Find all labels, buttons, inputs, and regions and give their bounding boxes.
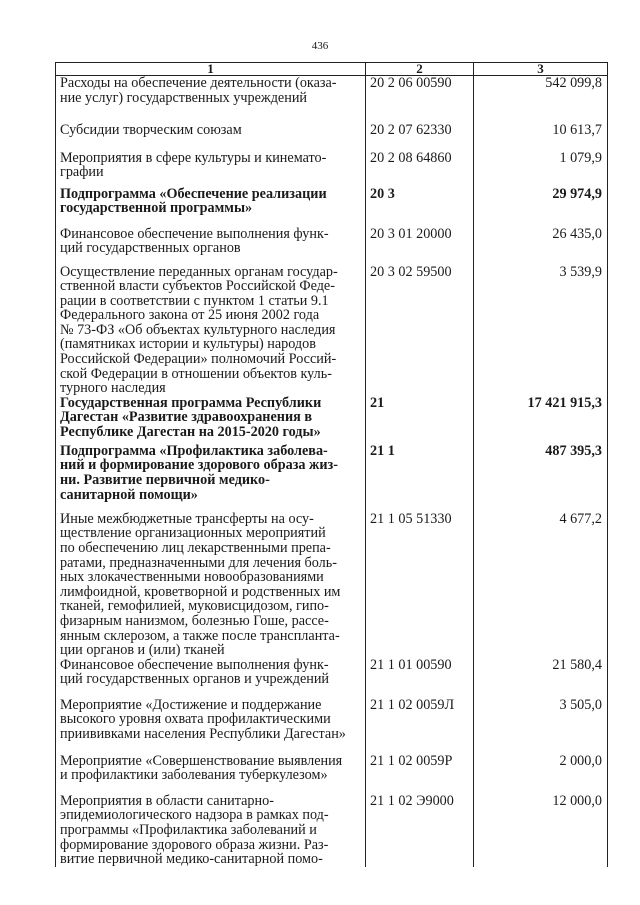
- column-header-1: 1: [56, 63, 366, 76]
- row-name: Расходы на обеспечение деятельности (оказа- ние услуг) государственных учреждений: [56, 76, 366, 123]
- table-row: [56, 512, 608, 658]
- row-name: Иные межбюджетные трансферты на осу- ществление организационных мероприятий по обеспечению лиц лекарственными препа- ратами, предназначенными для лечения боль- ных злокачественными новообразованиями лимфоидной, кроветворной и родственных им тканей, гемофилией, муковисцидозом, гипо- физарным нанизмом, болезнью Гоше, рассе- янным склерозом, а также после транспланта- ции органов и (или) тканей: [56, 512, 366, 658]
- row-name: Финансовое обеспечение выполнения функ- ций государственных органов: [56, 227, 366, 265]
- table-row: [56, 151, 608, 187]
- row-code: 20 3: [366, 187, 474, 227]
- table-row: [56, 754, 608, 794]
- row-code: 21 1 01 00590: [366, 658, 474, 698]
- row-code: 21 1: [366, 444, 474, 512]
- table-row: [56, 227, 608, 265]
- row-code: 20 3 02 59500: [366, 265, 474, 396]
- table-row: [56, 698, 608, 754]
- row-amount: 29 974,9: [474, 187, 608, 227]
- column-header-2: 2: [366, 63, 474, 76]
- row-code: 20 2 07 62330: [366, 123, 474, 151]
- row-amount: 26 435,0: [474, 227, 608, 265]
- row-code: 21 1 05 51330: [366, 512, 474, 658]
- row-name: Субсидии творческим союзам: [56, 123, 366, 151]
- row-name: Финансовое обеспечение выполнения функ- ций государственных органов и учреждений: [56, 658, 366, 698]
- row-amount: 10 613,7: [474, 123, 608, 151]
- budget-table: [55, 62, 608, 867]
- row-name: Мероприятия в сфере культуры и кинемато- графии: [56, 151, 366, 187]
- table-row: [56, 658, 608, 698]
- row-name: Осуществление переданных органам государ- ственной власти субъектов Российской Феде- рации в соответствии с пунктом 1 статьи 9.1 Федерального закона от 25 июня 2002 года № 73-ФЗ «Об объектах культурного наследия (памятниках истории и культуры) народов Российской Федерации» полномочий Россий- ской Федерации в отношении объектов куль- турного наследия: [56, 265, 366, 396]
- row-name: Мероприятие «Достижение и поддержание высокого уровня охвата профилактическими приививками населения Республики Дагестан»: [56, 698, 366, 754]
- table-row: [56, 123, 608, 151]
- row-amount: 3 539,9: [474, 265, 608, 396]
- row-name: Подпрограмма «Профилактика заболева- ний и формирование здорового образа жиз- ни. Развитие первичной медико- санитарной помощи»: [56, 444, 366, 512]
- row-name: Государственная программа Республики Дагестан «Развитие здравоохранения в Республике Дагестан на 2015-2020 годы»: [56, 396, 366, 444]
- row-name: Мероприятия в области санитарно- эпидемиологического надзора в рамках под- программы «Профилактика заболеваний и формирование здорового образа жизни. Раз- витие первичной медико-санитарной помо-: [56, 794, 366, 867]
- table-row: [56, 76, 608, 123]
- row-amount: 487 395,3: [474, 444, 608, 512]
- row-code: 21 1 02 0059Л: [366, 698, 474, 754]
- row-code: 20 3 01 20000: [366, 227, 474, 265]
- table-row: [56, 265, 608, 396]
- row-amount: 542 099,8: [474, 76, 608, 123]
- table-row: [56, 187, 608, 227]
- page-number: 436: [311, 40, 329, 52]
- column-header-3: 3: [474, 63, 608, 76]
- row-amount: 4 677,2: [474, 512, 608, 658]
- row-amount: 3 505,0: [474, 698, 608, 754]
- row-amount: 1 079,9: [474, 151, 608, 187]
- table-row: [56, 794, 608, 867]
- row-amount: 21 580,4: [474, 658, 608, 698]
- row-code: 20 2 06 00590: [366, 76, 474, 123]
- row-name: Мероприятие «Совершенствование выявления и профилактики заболевания туберкулезом»: [56, 754, 366, 794]
- row-code: 21 1 02 Э9000: [366, 794, 474, 867]
- row-amount: 17 421 915,3: [474, 396, 608, 444]
- header-row: [56, 63, 608, 76]
- row-code: 21: [366, 396, 474, 444]
- row-code: 20 2 08 64860: [366, 151, 474, 187]
- row-name: Подпрограмма «Обеспечение реализации государственной программы»: [56, 187, 366, 227]
- row-code: 21 1 02 0059Р: [366, 754, 474, 794]
- table-row: [56, 396, 608, 444]
- table-row: [56, 444, 608, 512]
- row-amount: 12 000,0: [474, 794, 608, 867]
- row-amount: 2 000,0: [474, 754, 608, 794]
